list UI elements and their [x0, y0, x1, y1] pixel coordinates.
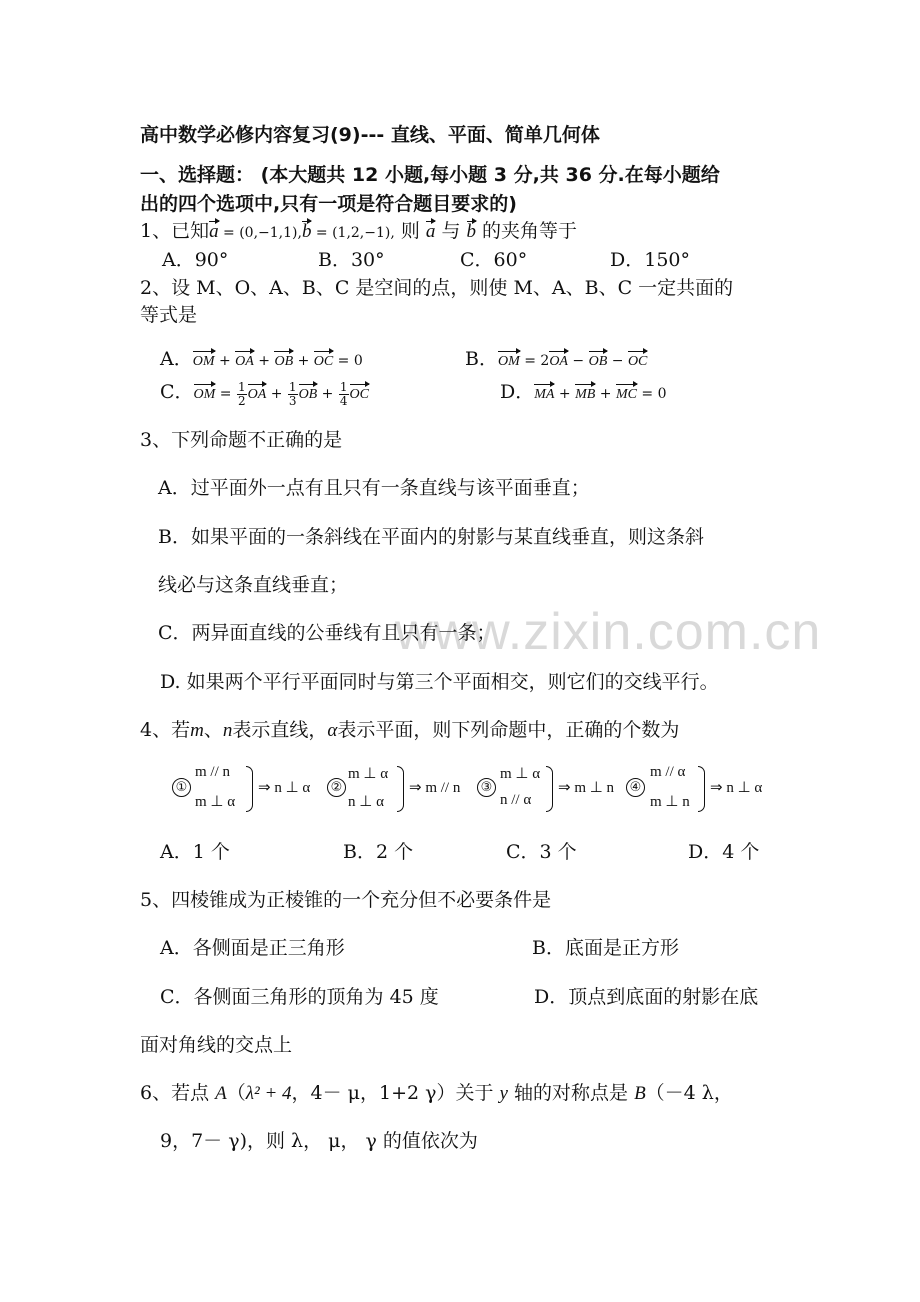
circled-number-2: ②	[327, 778, 346, 797]
question-5-option-a: A．各侧面是正三角形	[160, 937, 345, 959]
q4-conclusion-4: ⇒ n ⊥ α	[710, 780, 763, 796]
question-2-option-b: B．OM = 2OA − OB − OC	[465, 347, 647, 374]
question-1-option-c: C．60°	[460, 249, 528, 271]
brace-1	[246, 766, 253, 812]
brace-3	[546, 766, 553, 812]
question-2-option-a: A．OM + OA + OB + OC = 0	[160, 347, 363, 374]
vector-a: a	[209, 221, 219, 242]
question-3-option-d: D. 如果两个平行平面同时与第三个平面相交，则它们的交线平行。	[160, 671, 719, 693]
question-4-option-d: D．4 个	[688, 841, 760, 863]
question-5-option-d-continued: 面对角线的交点上	[140, 1034, 293, 1056]
section-heading-line-1: 一、选择题： (本大题共 12 小题,每小题 3 分,共 36 分.在每小题给	[140, 164, 720, 186]
question-4-option-b: B．2 个	[343, 841, 414, 863]
question-2-stem-line-1: 2、设 M、O、A、B、C 是空间的点，则使 M、A、B、C 一定共面的	[140, 277, 734, 299]
question-1-option-a: A．90°	[162, 249, 229, 271]
section-heading-line-2: 出的四个选项中,只有一项是符合题目要求的)	[140, 193, 517, 215]
page-title: 高中数学必修内容复习(9)--- 直线、平面、简单几何体	[140, 124, 600, 146]
brace-2	[397, 766, 404, 812]
question-3-option-c: C．两异面直线的公垂线有且只有一条；	[158, 622, 496, 644]
question-1-option-b: B．30°	[318, 249, 385, 271]
question-1-option-d: D．150°	[610, 249, 690, 271]
q4-premise-2b: n ⊥ α	[348, 794, 384, 810]
q4-premise-1a: m // n	[195, 764, 231, 780]
q4-conclusion-1: ⇒ n ⊥ α	[258, 780, 311, 796]
q4-premise-4b: m ⊥ n	[650, 794, 690, 810]
q4-premise-3a: m ⊥ α	[500, 766, 541, 782]
question-3-option-b-line-2: 线必与这条直线垂直；	[158, 574, 349, 596]
question-3-stem: 3、下列命题不正确的是	[140, 429, 343, 451]
question-5-option-c: C．各侧面三角形的顶角为 45 度	[160, 986, 439, 1008]
question-3-option-a: A．过平面外一点有且只有一条直线与该平面垂直；	[158, 477, 590, 499]
q4-conclusion-3: ⇒ m ⊥ n	[558, 780, 615, 796]
q4-premise-4a: m // α	[650, 764, 686, 780]
question-6-stem-line-2: 9，7－ γ)，则 λ， μ， γ 的值依次为	[160, 1130, 478, 1152]
question-2-option-d: D．MA + MB + MC = 0	[500, 380, 667, 407]
question-5-option-d: D．顶点到底面的射影在底	[534, 986, 759, 1008]
circled-number-1: ①	[172, 778, 191, 797]
question-1-stem: 1、已知a = (0,−1,1),b = (1,2,−1), 则 a 与 b 的夹角等于	[140, 220, 578, 242]
question-4-stem: 4、若m、n表示直线，α表示平面，则下列命题中，正确的个数为	[140, 719, 680, 741]
brace-4	[698, 766, 705, 812]
question-6-stem-line-1: 6、若点 A（λ² + 4，4－ μ，1+2 γ）关于 y 轴的对称点是 B（－4 λ，	[140, 1082, 733, 1104]
question-4-option-c: C．3 个	[506, 841, 577, 863]
q4-premise-3b: n // α	[500, 792, 532, 808]
circled-number-3: ③	[477, 778, 496, 797]
question-3-option-b-line-1: B．如果平面的一条斜线在平面内的射影与某直线垂直，则这条斜	[158, 526, 704, 548]
watermark: www.zixin.com.cn	[395, 603, 822, 661]
question-4-option-a: A．1 个	[160, 841, 230, 863]
q4-premise-2a: m ⊥ α	[348, 766, 389, 782]
circled-number-4: ④	[626, 778, 645, 797]
question-5-option-b: B．底面是正方形	[532, 937, 679, 959]
q4-conclusion-2: ⇒ m // n	[409, 780, 461, 796]
question-2-option-c: C．OM = $\frac{1}{2}$ OA + $\frac{1}{3}$ OB + $\frac{1}{4}$ OC	[160, 379, 369, 408]
q4-premise-1b: m ⊥ α	[195, 794, 236, 810]
question-5-stem: 5、四棱锥成为正棱锥的一个充分但不必要条件是	[140, 889, 552, 911]
question-2-stem-line-2: 等式是	[140, 304, 198, 326]
vector-b: b	[301, 221, 312, 242]
